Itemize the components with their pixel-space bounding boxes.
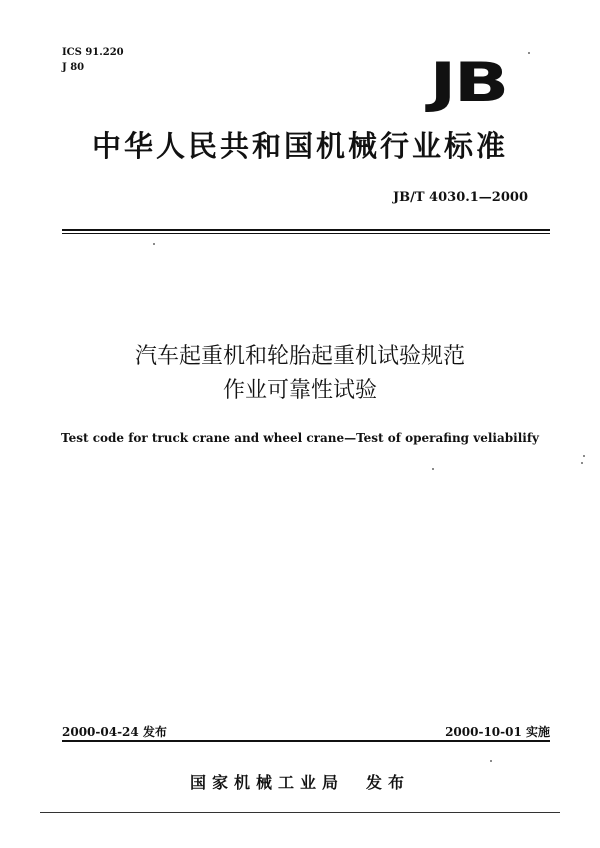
header-rule-thick xyxy=(62,229,550,231)
jb-logo: JB xyxy=(429,51,507,114)
english-title: Test code for truck crane and wheel crane—Test of operafing veliabilify xyxy=(61,431,539,445)
scan-speck xyxy=(490,760,492,762)
chinese-title-line1: 汽车起重机和轮胎起重机试验规范 xyxy=(134,344,465,369)
chinese-title-line2: 作业可靠性试验 xyxy=(222,378,377,403)
published-label: 发布 xyxy=(366,773,411,792)
header-rule-thin xyxy=(62,233,550,234)
issuing-authority xyxy=(60,770,540,793)
scan-speck xyxy=(581,462,583,464)
standard-number: JB/T 4030.1—2000 xyxy=(392,190,528,205)
issue-date: 2000-04-24 发布 xyxy=(62,725,167,739)
scan-speck xyxy=(153,243,155,245)
authority-name: 国家机械工业局 xyxy=(189,773,344,792)
scan-speck xyxy=(583,455,585,457)
footer-rule xyxy=(62,740,550,742)
bottom-rule xyxy=(40,812,560,813)
standard-title: 中华人民共和国机械行业标准 xyxy=(91,129,508,163)
scan-speck xyxy=(432,468,434,470)
scan-speck xyxy=(528,52,530,54)
classification-code: J 80 xyxy=(62,62,85,73)
ics-code: ICS 91.220 xyxy=(62,47,124,58)
implementation-date: 2000-10-01 实施 xyxy=(445,725,550,739)
